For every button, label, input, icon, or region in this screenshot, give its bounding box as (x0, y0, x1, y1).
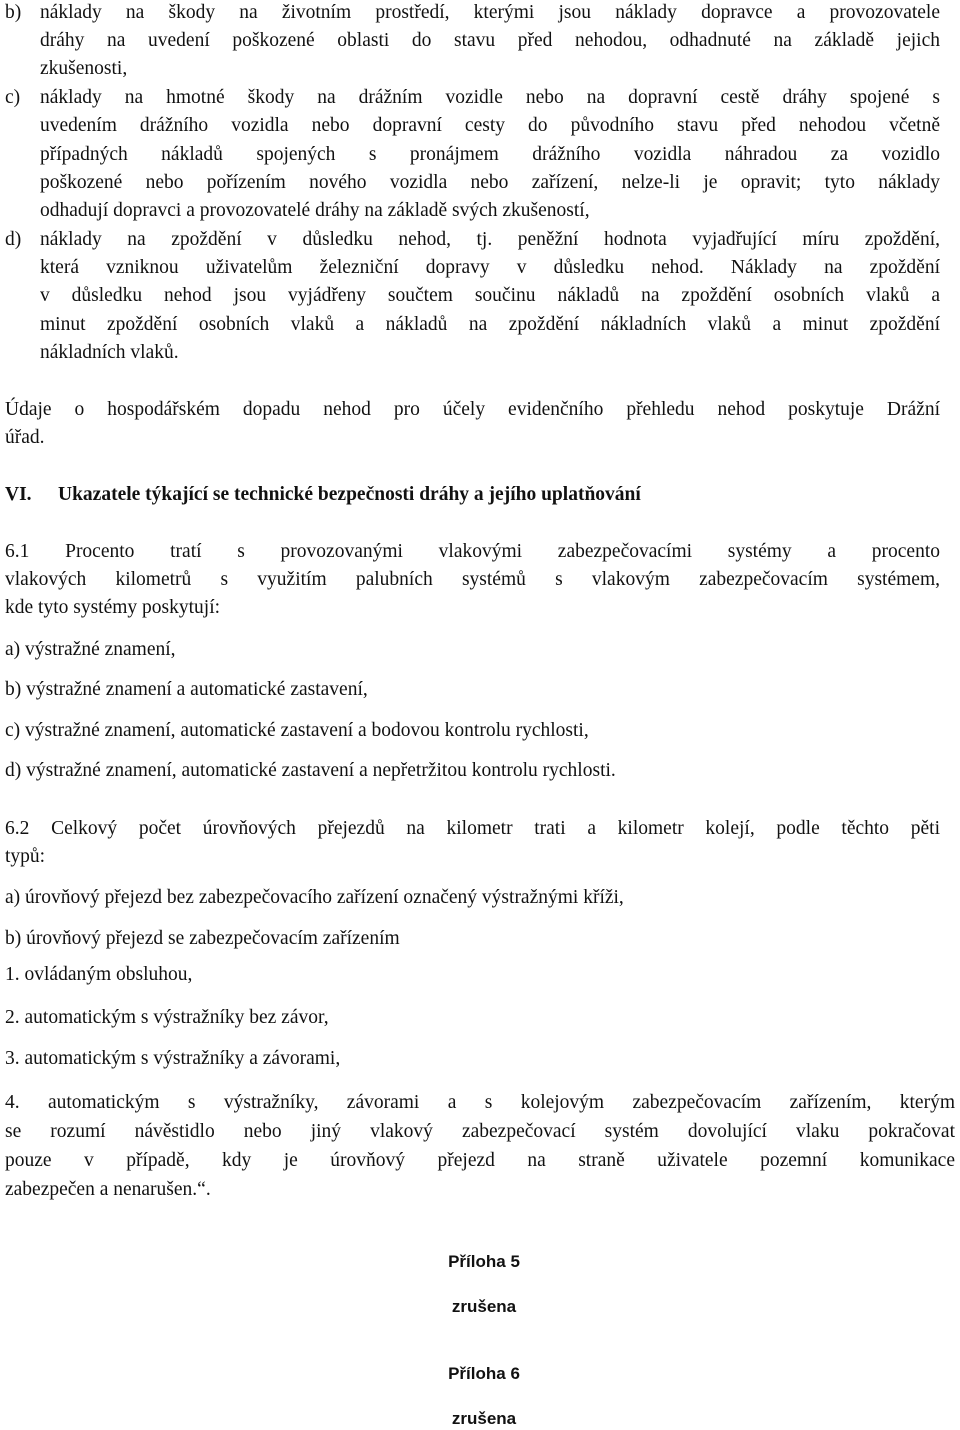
p61-item-b: b) výstražné znamení a automatické zastavení, (5, 679, 368, 700)
note-line-1: Údaje o hospodářském dopadu nehod pro účely evidenčního přehledu nehod poskytuje Drážní (5, 399, 940, 420)
annex-6-title: Příloha 6 (448, 1364, 520, 1383)
p62-sub-4-line-4: zabezpečen a nenarušen.“. (5, 1179, 211, 1200)
p62-item-a: a) úrovňový přejezd bez zabezpečovacího zařízení označený výstražnými kříži, (5, 887, 624, 908)
annex-5-status: zrušena (451, 1297, 517, 1316)
item-c-line-4: poškozené nebo pořízením nového vozidla nebo zařízení, nelze-li je opravit; tyto náklady (40, 172, 940, 193)
p62-line-1: 6.2 Celkový počet úrovňových přejezdů na kilometr trati a kilometr kolejí, podle těchto pěti (5, 818, 940, 839)
item-c-label: c) (5, 87, 21, 108)
item-d-label: d) (5, 229, 22, 250)
p62-item-b: b) úrovňový přejezd se zabezpečovacím zařízením (5, 928, 400, 949)
note-line-2: úřad. (5, 427, 45, 448)
section-title: Ukazatele týkající se technické bezpečnosti dráhy a jejího uplatňování (58, 484, 641, 505)
p61-item-d: d) výstražné znamení, automatické zastavení a nepřetržitou kontrolu rychlosti. (5, 760, 616, 781)
item-d-line-5: nákladních vlaků. (40, 342, 179, 363)
item-c-line-3: případných nákladů spojených s pronájmem drážního vozidla náhradou za vozidlo (40, 144, 940, 165)
item-c-line-2: uvedením drážního vozidla nebo dopravní cesty do původního stavu před nehodou včetně (40, 115, 940, 136)
item-b-line-1: náklady na škody na životním prostředí, kterými jsou náklady dopravce a provozovatele (40, 2, 940, 23)
item-d-line-3: v důsledku nehod jsou vyjádřeny součtem součinu nákladů na zpoždění osobních vlaků a (40, 285, 940, 306)
p61-item-a: a) výstražné znamení, (5, 639, 176, 660)
item-d-line-2: která vzniknou uživatelům železniční dopravy v důsledku nehod. Náklady na zpoždění (40, 257, 940, 278)
p61-line-1: 6.1 Procento tratí s provozovanými vlakovými zabezpečovacími systémy a procento (5, 541, 940, 562)
annex-6-status: zrušena (451, 1409, 517, 1428)
p62-sub-3: 3. automatickým s výstražníky a závorami, (5, 1048, 341, 1069)
item-c-line-5: odhadují dopravci a provozovatelé dráhy na základě svých zkušeností, (40, 200, 590, 221)
p62-sub-2: 2. automatickým s výstražníky bez závor, (5, 1007, 329, 1028)
p62-sub-4-line-3: pouze v případě, kdy je úrovňový přejezd na straně uživatele pozemní komunikace (5, 1150, 955, 1171)
p62-sub-4-line-1: 4. automatickým s výstražníky, závorami a s kolejovým zabezpečovacím zařízením, kterým (5, 1092, 955, 1113)
p61-line-2: vlakových kilometrů s využitím palubních systémů s vlakovým zabezpečovacím systémem, (5, 569, 940, 590)
p62-sub-4-line-2: se rozumí návěstidlo nebo jiný vlakový zabezpečovací systém dovolující vlaku pokračovat (5, 1121, 955, 1142)
annex-5-title: Příloha 5 (448, 1252, 520, 1271)
p62-sub-1: 1. ovládaným obsluhou, (5, 964, 193, 985)
item-b-line-2: dráhy na uvedení poškozené oblasti do stavu před nehodou, odhadnuté na základě jejich (40, 30, 940, 51)
p61-line-3: kde tyto systémy poskytují: (5, 597, 221, 618)
item-c-line-1: náklady na hmotné škody na drážním vozidle nebo na dopravní cestě dráhy spojené s (40, 87, 940, 108)
p62-line-2: typů: (5, 846, 46, 867)
p61-item-c: c) výstražné znamení, automatické zastavení a bodovou kontrolu rychlosti, (5, 720, 589, 741)
item-d-line-1: náklady na zpoždění v důsledku nehod, tj. peněžní hodnota vyjadřující míru zpoždění, (40, 229, 940, 250)
section-number: VI. (5, 484, 32, 505)
item-d-line-4: minut zpoždění osobních vlaků a nákladů na zpoždění nákladních vlaků a minut zpoždění (40, 314, 940, 335)
item-b-line-3: zkušenosti, (40, 58, 128, 79)
item-b-label: b) (5, 2, 22, 23)
